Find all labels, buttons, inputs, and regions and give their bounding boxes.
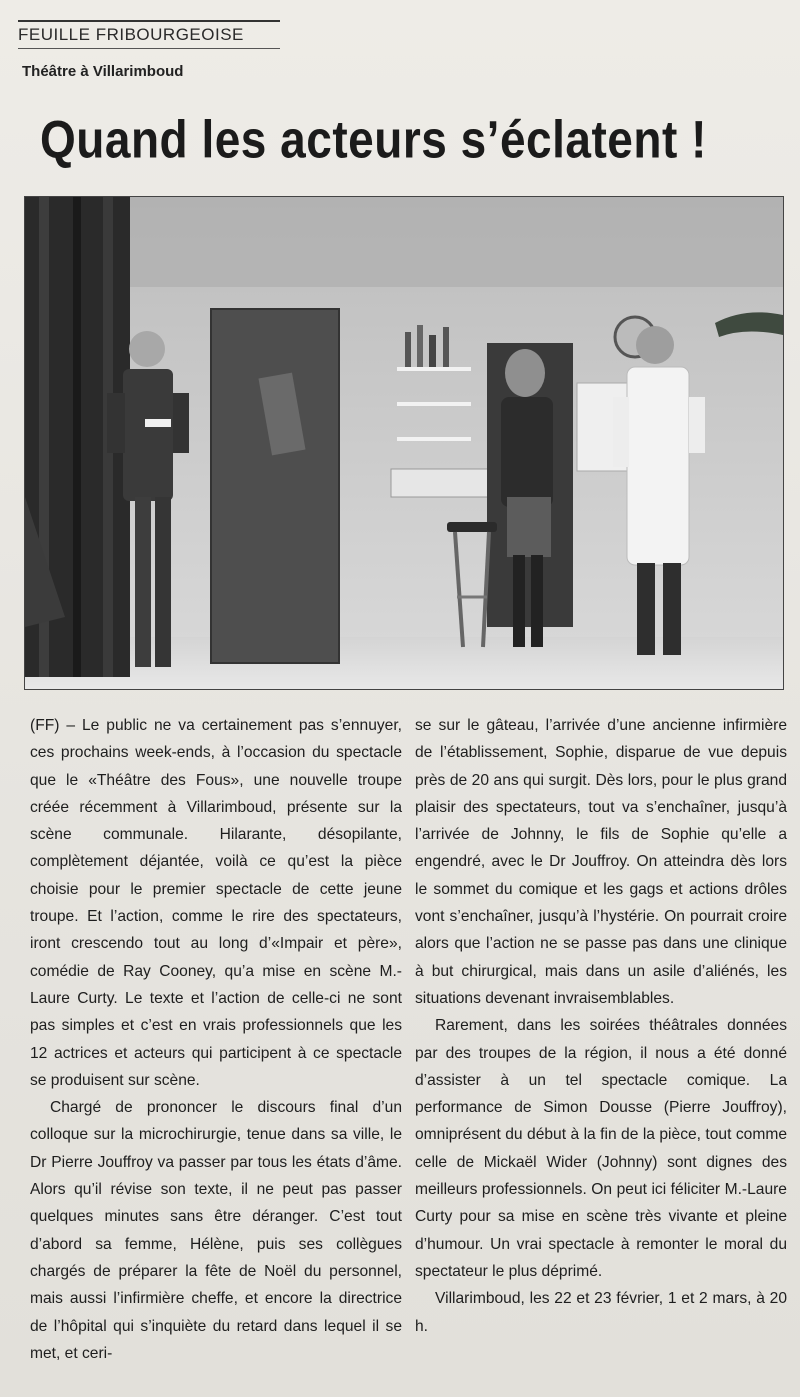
article-paragraph-1: (FF) – Le public ne va certainement pas s’ennuyer, ces prochains week-ends, à l’occasion du spectacle que le «Théâtre des Fous», une nouvelle troupe créée récemment à Villarimboud, présente sur la scène communale. Hilarante, désopilante, complètement déjantée, voilà ce qu’est la pièce choisie pour le premier spectacle de cette jeune troupe. Et l’action, comme le rire des spectateurs, iront crescendo tout au long d’«Impair et père», comédie de Ray Cooney, qu’a mise en scène M.-Laure Curty. Le texte et l’action de celle-ci ne sont pas simples et c’est en vrais professionnels que les 12 actrices et acteurs qui participent à ce spectacle se produisent sur scène.: [30, 717, 402, 1089]
stage-photo: [24, 196, 784, 690]
masthead: FEUILLE FRIBOURGEOISE: [18, 20, 280, 49]
article-column-left: [30, 712, 402, 1367]
article-paragraph-2: Chargé de prononcer le discours final d’un colloque sur la microchirurgie, tenue dans sa ville, le Dr Pierre Jouffroy va passer par tous les états d’âme. Alors qu’il révise son texte, il ne peut pas passer quelques minutes sans être déranger. C’est tout d’abord sa femme, Hélène, puis ses collègues chargés de préparer la fête de Noël du personnel, mais aussi l’infirmière cheffe, et encore la directrice de l’hôpital qui s’inquiète du retard dans lequel il se met, et ceri-: [30, 1099, 402, 1362]
article-column-right: [415, 712, 787, 1340]
article-headline: Quand les acteurs s’éclatent !: [40, 109, 707, 169]
article-kicker: Théâtre à Villarimboud: [22, 63, 184, 80]
article-paragraph-4: Rarement, dans les soirées théâtrales données par des troupes de la région, il nous a été donné d’assister à un tel spectacle comique. La performance de Simon Dousse (Pierre Jouffroy), omniprésent du début à la fin de la pièce, tout comme celle de Mickaël Wider (Johnny) sont dignes des meilleurs professionnels. On peut ici féliciter M.-Laure Curty pour sa mise en scène très vivante et pleine d’humour. Un vrai spectacle à remonter le moral du spectateur le plus déprimé.: [415, 1017, 787, 1280]
article-dates: Villarimboud, les 22 et 23 février, 1 et 2 mars, à 20 h.: [415, 1290, 787, 1335]
article-paragraph-3: se sur le gâteau, l’arrivée d’une ancienne infirmière de l’établissement, Sophie, disparue de vue depuis près de 20 ans qui surgit. Dès lors, pour le plus grand plaisir des spectateurs, tout va s’enchaîner, jusqu’à l’arrivée de Johnny, le fils de Sophie qu’elle a engendré, avec le Dr Jouffroy. On atteindra dès lors le sommet du comique et les gags et actions drôles vont s’enchaîner, jusqu’à l’hystérie. On pourrait croire alors que l’action ne se passe pas dans une clinique à but chirurgical, mais dans un asile d’aliénés, les situations devenant invraisemblables.: [415, 717, 787, 1007]
